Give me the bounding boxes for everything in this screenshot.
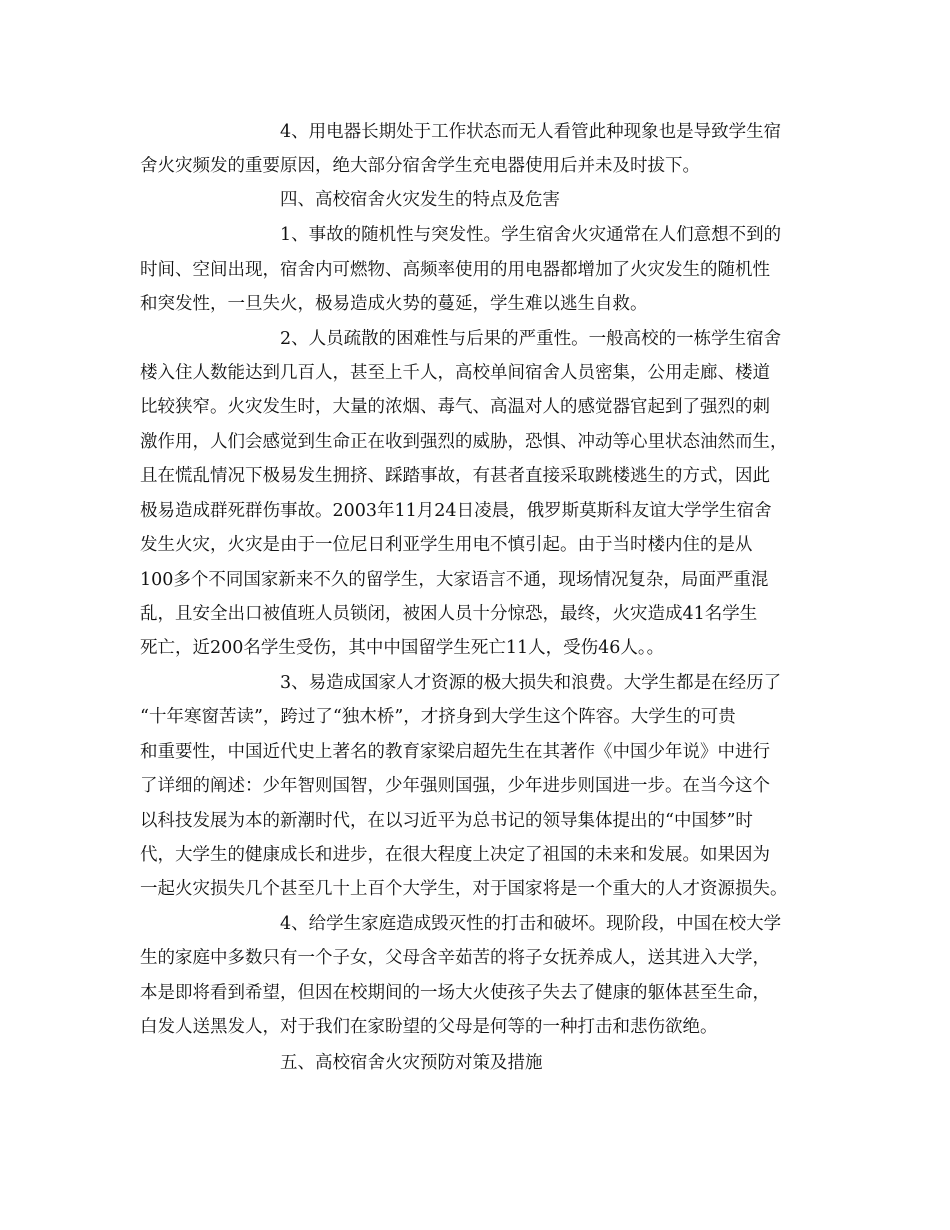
line-text: 一起火灾损失几个甚至几十上百个大学生，对于国家将是一个重大的人才资源损失。 bbox=[140, 879, 788, 899]
text-line bbox=[0, 459, 950, 493]
line-text: 死亡，近200名学生受伤，其中中国留学生死亡11人，受伤46人。。 bbox=[140, 638, 665, 658]
line-text: “十年寒窗苦读”，跨过了“独木桥”，才挤身到大学生这个阵容。大学生的可贵 bbox=[140, 707, 736, 727]
text-line bbox=[0, 631, 950, 665]
section-heading bbox=[0, 183, 950, 217]
text-line bbox=[0, 322, 950, 356]
line-text: 时间、空间出现，宿舍内可燃物、高频率使用的用电器都增加了火灾发生的随机性 bbox=[140, 260, 770, 280]
line-text: 五、高校宿舍火灾预防对策及措施 bbox=[280, 1053, 543, 1073]
text-line bbox=[0, 149, 950, 183]
line-text: 4、用电器长期处于工作状态而无人看管此种现象也是导致学生宿 bbox=[280, 122, 782, 142]
text-line bbox=[0, 425, 950, 459]
line-text: 发生火灾，火灾是由于一位尼日利亚学生用电不慎引起。由于当时楼内住的是从 bbox=[140, 535, 753, 555]
line-text: 2、人员疏散的困难性与后果的严重性。一般高校的一栋学生宿舍 bbox=[280, 329, 782, 349]
text-line bbox=[0, 941, 950, 975]
text-line bbox=[0, 115, 950, 149]
text-line bbox=[0, 356, 950, 390]
line-text: 1、事故的随机性与突发性。学生宿舍火灾通常在人们意想不到的 bbox=[280, 225, 782, 245]
text-line bbox=[0, 218, 950, 252]
line-text: 了详细的阐述：少年智则国智，少年强则国强，少年进步则国进一步。在当今这个 bbox=[140, 776, 770, 796]
text-line bbox=[0, 1010, 950, 1044]
text-line bbox=[0, 666, 950, 700]
line-text: 3、易造成国家人才资源的极大损失和浪费。大学生都是在经历了 bbox=[280, 673, 782, 693]
section-heading bbox=[0, 1046, 950, 1080]
line-text: 白发人送黑发人，对于我们在家盼望的父母是何等的一种打击和悲伤欲绝。 bbox=[140, 1017, 718, 1037]
text-line bbox=[0, 597, 950, 631]
line-text: 4、给学生家庭造成毁灭性的打击和破坏。现阶段，中国在校大学 bbox=[280, 914, 782, 934]
line-text: 100多个不同国家新来不久的留学生，大家语言不通，现场情况复杂，局面严重混 bbox=[140, 570, 769, 590]
text-line bbox=[0, 563, 950, 597]
line-text: 代，大学生的健康成长和进步，在很大程度上决定了祖国的未来和发展。如果因为 bbox=[140, 845, 770, 865]
line-text: 以科技发展为本的新潮时代，在以习近平为总书记的领导集体提出的“中国梦”时 bbox=[140, 811, 753, 831]
line-text: 舍火灾频发的重要原因，绝大部分宿舍学生充电器使用后并未及时拔下。 bbox=[140, 156, 700, 176]
text-line bbox=[0, 907, 950, 941]
line-text: 生的家庭中多数只有一个子女，父母含辛茹苦的将子女抚养成人，送其进入大学， bbox=[140, 948, 770, 968]
text-line bbox=[0, 390, 950, 424]
text-line bbox=[0, 253, 950, 287]
line-text: 楼入住人数能达到几百人，甚至上千人，高校单间宿舍人员密集，公用走廊、楼道 bbox=[140, 363, 770, 383]
line-text: 和突发性，一旦失火，极易造成火势的蔓延，学生难以逃生自救。 bbox=[140, 294, 648, 314]
text-line bbox=[0, 838, 950, 872]
text-line bbox=[0, 769, 950, 803]
line-text: 和重要性，中国近代史上著名的教育家梁启超先生在其著作《中国少年说》中进行 bbox=[140, 742, 770, 762]
line-text: 比较狭窄。火灾发生时，大量的浓烟、毒气、高温对人的感觉器官起到了强烈的刺 bbox=[140, 397, 770, 417]
line-text: 激作用，人们会感觉到生命正在收到强烈的威胁，恐惧、冲动等心里状态油然而生， bbox=[140, 432, 788, 452]
text-line bbox=[0, 700, 950, 734]
line-text: 极易造成群死群伤事故。2003年11月24日凌晨，俄罗斯莫斯科友谊大学学生宿舍 bbox=[140, 501, 772, 521]
line-text: 且在慌乱情况下极易发生拥挤、踩踏事故，有甚者直接采取跳楼逃生的方式，因此 bbox=[140, 466, 770, 486]
text-line bbox=[0, 976, 950, 1010]
text-line bbox=[0, 528, 950, 562]
line-text: 本是即将看到希望，但因在校期间的一场大火使孩子失去了健康的躯体甚至生命， bbox=[140, 983, 770, 1003]
text-line bbox=[0, 735, 950, 769]
text-line bbox=[0, 804, 950, 838]
line-text: 乱，且安全出口被值班人员锁闭，被困人员十分惊恐，最终，火灾造成41名学生 bbox=[140, 604, 758, 624]
text-line bbox=[0, 287, 950, 321]
text-line bbox=[0, 494, 950, 528]
line-text: 四、高校宿舍火灾发生的特点及危害 bbox=[280, 190, 560, 210]
text-line bbox=[0, 872, 950, 906]
